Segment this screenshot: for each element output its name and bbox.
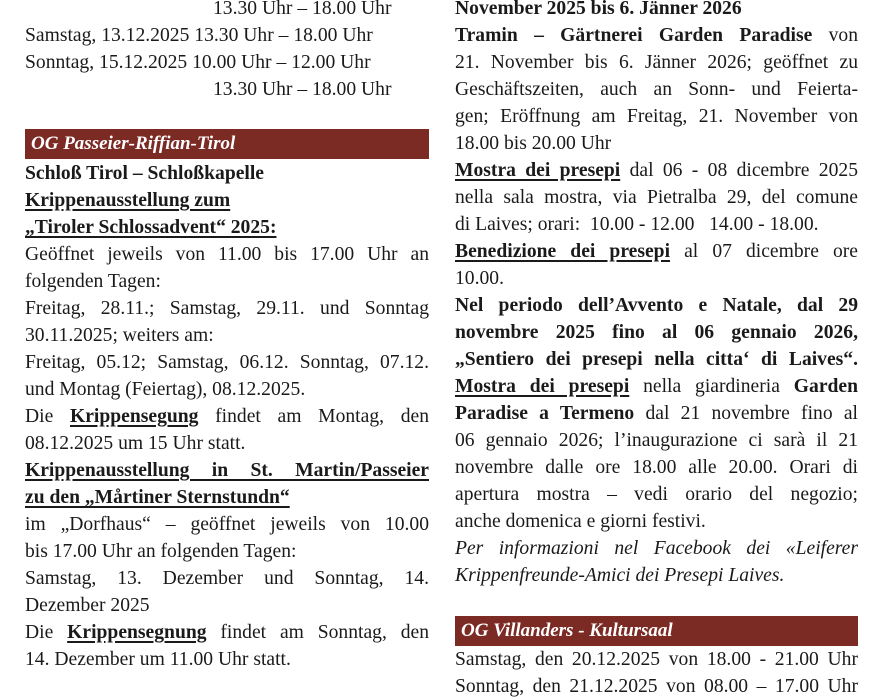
stmartin-title-line: Krippenausstellung in St. Martin/Passeier xyxy=(25,460,429,481)
text-run: dal 21 novembre fino al xyxy=(645,403,858,424)
text-run: Die xyxy=(25,622,54,643)
venue-bold: Tramin – Gärtnerei Garden Paradise xyxy=(455,25,813,46)
stmartin-title-line: zu den „Mårtiner Sternstundn“ xyxy=(25,487,290,508)
paragraph-line: Samstag, den 20.12.2025 von 18.00 - 21.00 Uhr xyxy=(455,649,858,670)
paragraph-line: 10.00. xyxy=(455,268,504,289)
paragraph-line: 08.12.2025 um 15 Uhr statt. xyxy=(25,433,246,454)
paragraph-line: Freitag, 05.12; Samstag, 06.12. Sonntag, 07.12. xyxy=(25,352,429,373)
paragraph-line: anche domenica e giorni festivi. xyxy=(455,511,706,532)
schedule-time: 13.30 Uhr – 18.00 Uhr xyxy=(213,79,392,100)
schedule-time: 10.00 Uhr – 12.00 Uhr xyxy=(192,52,371,73)
paragraph-line xyxy=(25,403,429,430)
schedule-time: 13.30 Uhr – 18.00 Uhr xyxy=(213,0,392,19)
paragraph-line: Nel periodo dell’Avvento e Natale, dal 29 xyxy=(455,295,858,316)
paragraph-line: Krippenfreunde-Amici dei Presepi Laives. xyxy=(455,565,785,586)
paragraph-line xyxy=(455,373,858,400)
paragraph-line: nella sala mostra, via Pietralba 29, del comune xyxy=(455,187,858,208)
exhibit-title-line: „Tiroler Schlossadvent“ 2025: xyxy=(25,217,277,238)
paragraph-line: novembre dalle ore 18.00 alle 20.00. Orari di xyxy=(455,457,858,478)
paragraph-line: di Laives; orari: 10.00 - 12.00 14.00 - 18.00. xyxy=(455,214,819,235)
paragraph-line: 18.00 bis 20.00 Uhr xyxy=(455,133,612,154)
paragraph-line xyxy=(455,400,858,427)
paragraph-line: Freitag, 28.11.; Samstag, 29.11. und Sonntag xyxy=(25,298,429,319)
benedizione-keyword: Benedizione dei presepi xyxy=(455,241,671,262)
paragraph-line: bis 17.00 Uhr an folgenden Tagen: xyxy=(25,541,297,562)
paragraph-line: Geschäftszeiten, auch an Sonn- und Feierta- xyxy=(455,79,858,100)
krippensegnung-keyword: Krippensegnung xyxy=(67,622,207,643)
paragraph-line: 06 gennaio 2026; l’inaugurazione ci sarà il 21 xyxy=(455,430,858,451)
paragraph-line: „Sentiero dei presepi nella citta‘ di Laives“. xyxy=(455,349,858,370)
paragraph-line: apertura mostra – vedi orario del negozio; xyxy=(455,484,858,505)
paragraph-line: 30.11.2025; weiters am: xyxy=(25,325,214,346)
krippensegung-keyword: Krippensegung xyxy=(69,406,199,427)
schedule-row xyxy=(25,49,429,76)
section-header-villanders: OG Villanders - Kultursaal xyxy=(455,616,858,646)
paragraph-line: Dezember 2025 xyxy=(25,595,150,616)
schedule-row xyxy=(25,22,429,49)
text-run-bold: Garden xyxy=(793,376,859,397)
paragraph-line: 21. November bis 6. Jänner 2026; geöffnet zu xyxy=(455,52,858,73)
paragraph-line: November 2025 bis 6. Jänner 2026 xyxy=(455,0,742,19)
venue-title: Schloß Tirol – Schloßkapelle xyxy=(25,163,265,184)
paragraph-line: und Montag (Feiertag), 08.12.2025. xyxy=(25,379,306,400)
text-run: Die xyxy=(25,406,54,427)
text-run: findet am Sonntag, den xyxy=(220,622,430,643)
paragraph-line xyxy=(455,238,858,265)
text-run: von xyxy=(828,25,858,46)
paragraph-line: Geöffnet jeweils von 11.00 bis 17.00 Uhr an xyxy=(25,244,429,265)
paragraph-line xyxy=(455,157,858,184)
paragraph-line: Samstag, 13. Dezember und Sonntag, 14. xyxy=(25,568,429,589)
paragraph-line: novembre 2025 fino al 06 gennaio 2026, xyxy=(455,322,858,343)
paragraph-line: 14. Dezember um 11.00 Uhr statt. xyxy=(25,649,291,670)
text-run: nella giardineria xyxy=(643,376,780,397)
paragraph-line: gen; Eröffnung am Freitag, 21. November von xyxy=(455,106,858,127)
text-run: dal 06 - 08 dicembre 2025 xyxy=(629,160,858,181)
text-run-bold: Paradise a Termeno xyxy=(455,403,635,424)
mostra-keyword: Mostra dei presepi xyxy=(455,160,621,181)
mostra-keyword: Mostra dei presepi xyxy=(455,376,630,397)
exhibit-title-line: Krippenausstellung zum xyxy=(25,190,231,211)
paragraph-line: Sonntag, den 21.12.2025 von 08.00 – 17.00 Uhr xyxy=(455,676,858,697)
text-run: al 07 dicembre ore xyxy=(684,241,858,262)
paragraph-line xyxy=(25,619,429,646)
section-header-passeier: OG Passeier-Riffian-Tirol xyxy=(25,129,429,159)
schedule-date: Samstag, 13.12.2025 xyxy=(25,25,190,46)
paragraph-line xyxy=(455,22,858,49)
text-run: findet am Montag, den xyxy=(215,406,429,427)
right-column xyxy=(455,0,858,700)
paragraph-line: im „Dorfhaus“ – geöffnet jeweils von 10.00 xyxy=(25,514,429,535)
paragraph-line: folgenden Tagen: xyxy=(25,271,161,292)
schedule-time: 13.30 Uhr – 18.00 Uhr xyxy=(194,25,373,46)
schedule-date: Sonntag, 15.12.2025 xyxy=(25,52,188,73)
left-column xyxy=(25,0,429,673)
paragraph-line: Per informazioni nel Facebook dei «Leiferer xyxy=(455,538,858,559)
